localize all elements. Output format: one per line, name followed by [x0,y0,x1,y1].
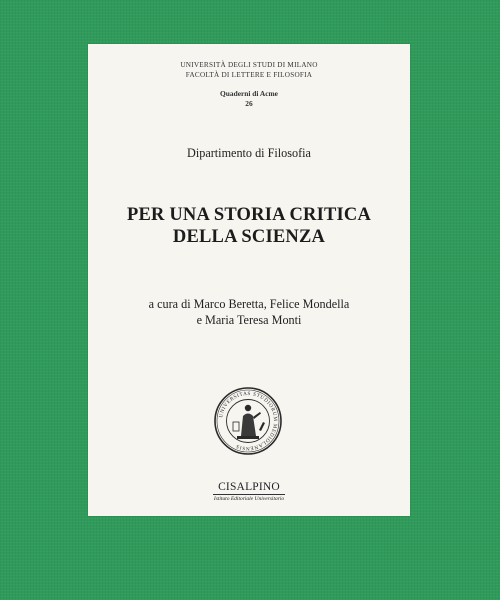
editors-line-2: e Maria Teresa Monti [196,313,302,327]
publisher-subtitle: Istituto Editoriale Universitario [213,496,285,502]
publisher-divider [213,494,285,495]
publisher-logo [88,481,410,503]
seal-graphic [213,386,283,456]
university-header [88,60,410,80]
book-title-line-1: PER UNA STORIA CRITICA [126,205,372,225]
university-seal-icon [213,386,283,456]
university-name: UNIVERSITÀ DEGLI STUDI DI MILANO [180,61,318,69]
editors [88,296,410,328]
department-name: Dipartimento di Filosofia [187,146,311,160]
editors-line-1: a cura di Marco Beretta, Felice Mondella [148,297,350,311]
series-info [88,89,410,109]
cover-label [88,44,410,516]
series-number: 26 [245,99,253,108]
publisher-name: CISALPINO [218,481,280,493]
book-title-line-2: DELLA SCIENZA [172,227,326,247]
faculty-name: FACOLTÀ DI LETTERE E FILOSOFIA [185,71,313,79]
series-name: Quaderni di Acme [220,89,278,98]
seal-text: UNIVERSITAS STUDIORUM MEDIOLANENSIS [218,390,279,452]
book-title [88,204,410,248]
